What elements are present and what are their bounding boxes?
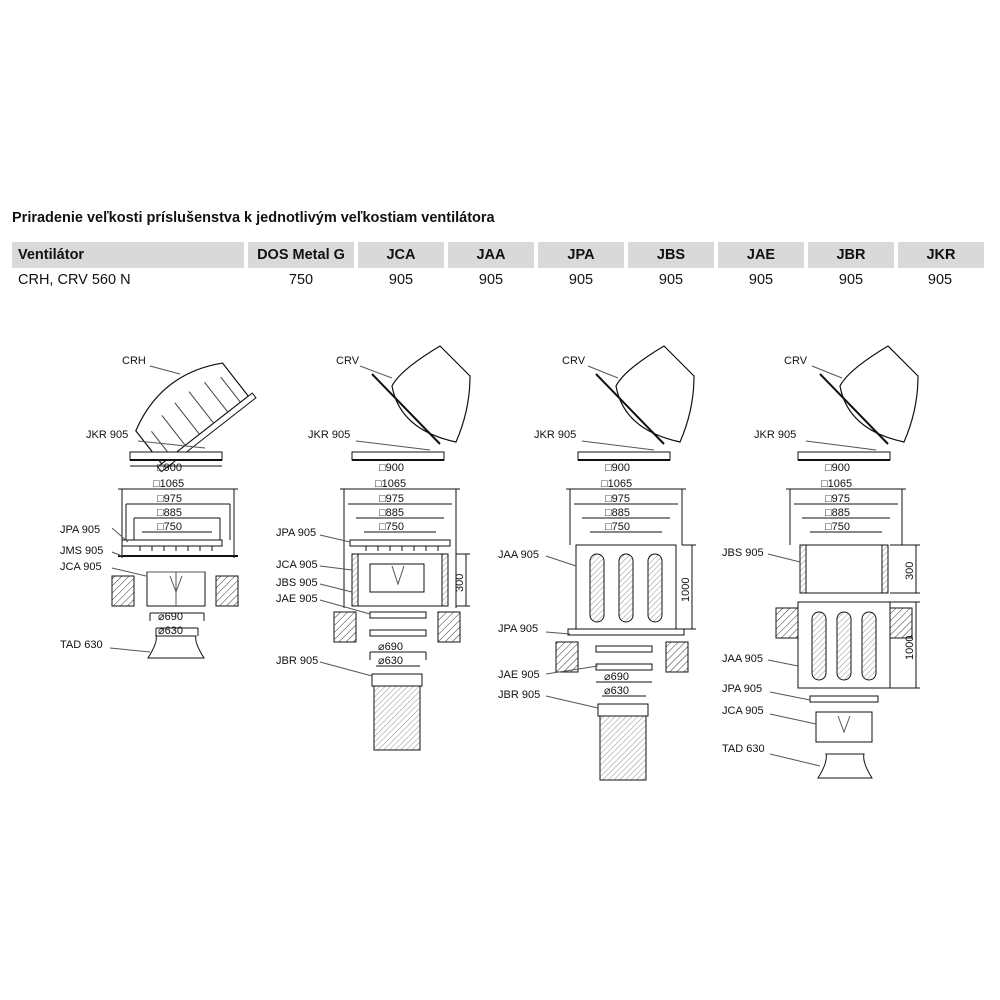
label-jpa: JPA 905 bbox=[60, 524, 101, 536]
label-jaa: JAA 905 bbox=[722, 653, 763, 665]
label-jae: JAE 905 bbox=[498, 669, 540, 681]
dim-300: 300 bbox=[454, 573, 466, 592]
jkr-curb-plate bbox=[578, 452, 670, 460]
crv-fan-illustration bbox=[372, 346, 470, 444]
label-fan-crh: CRH bbox=[122, 355, 146, 367]
column-header-jaa: JAA bbox=[446, 242, 536, 268]
jbr-connector bbox=[372, 674, 422, 686]
table-cell-jkr: 905 bbox=[927, 272, 953, 288]
dim-d630: ⌀630 bbox=[604, 685, 629, 697]
dim-885: □885 bbox=[605, 507, 630, 519]
tad-nozzle bbox=[818, 754, 872, 778]
page-title: Priradenie veľkosti príslušenstva k jednotlivým veľkostiam ventilátora bbox=[12, 210, 495, 226]
jca-damper bbox=[816, 712, 872, 742]
dim-885: □885 bbox=[157, 507, 182, 519]
table-cell-jca: 905 bbox=[388, 272, 414, 288]
roof-section-left bbox=[112, 576, 134, 606]
roof-section-left bbox=[334, 612, 356, 642]
label-jbs: JBS 905 bbox=[722, 547, 764, 559]
label-fan-crv: CRV bbox=[562, 355, 586, 367]
dim-900: □900 bbox=[825, 462, 850, 474]
label-jms: JMS 905 bbox=[60, 545, 104, 557]
jpa-plate bbox=[350, 540, 450, 546]
dim-d690: ⌀690 bbox=[378, 641, 403, 653]
tad-nozzle bbox=[148, 636, 204, 658]
jae-flange bbox=[370, 612, 426, 618]
roof-section-left bbox=[776, 608, 798, 638]
column-header-dos-metal-g: DOS Metal G bbox=[246, 242, 356, 268]
dim-1065: □1065 bbox=[601, 478, 633, 490]
jkr-curb-plate bbox=[798, 452, 890, 460]
label-jaa: JAA 905 bbox=[498, 549, 539, 561]
table-header-row bbox=[12, 242, 984, 268]
duct bbox=[600, 716, 646, 780]
dim-975: □975 bbox=[605, 493, 630, 505]
roof-section-right bbox=[890, 608, 912, 638]
table-cell-fan: CRH, CRV 560 N bbox=[18, 272, 131, 288]
table-row bbox=[12, 268, 984, 292]
label-jbs: JBS 905 bbox=[276, 577, 318, 589]
label-tad: TAD 630 bbox=[722, 743, 765, 755]
column-header-jbr: JBR bbox=[806, 242, 896, 268]
dim-1065: □1065 bbox=[153, 478, 185, 490]
label-jpa: JPA 905 bbox=[498, 623, 539, 635]
column-header-jpa: JPA bbox=[536, 242, 626, 268]
dim-975: □975 bbox=[825, 493, 850, 505]
drawing-crv-assembly-2 bbox=[546, 346, 696, 780]
table-cell-jaa: 905 bbox=[478, 272, 504, 288]
crv-fan-illustration bbox=[596, 346, 694, 444]
column-header-jbs: JBS bbox=[626, 242, 716, 268]
drawing-crv-assembly-3 bbox=[768, 346, 920, 778]
dim-1065: □1065 bbox=[821, 478, 853, 490]
label-jpa: JPA 905 bbox=[276, 527, 317, 539]
jpa-plate bbox=[568, 629, 684, 635]
table-cell-jbr: 905 bbox=[838, 272, 864, 288]
label-jkr: JKR 905 bbox=[308, 429, 351, 441]
dim-1000: 1000 bbox=[680, 577, 692, 602]
dim-900: □900 bbox=[605, 462, 630, 474]
label-jbr: JBR 905 bbox=[498, 689, 541, 701]
label-jca: JCA 905 bbox=[60, 561, 102, 573]
label-fan-crv: CRV bbox=[784, 355, 808, 367]
dim-885: □885 bbox=[379, 507, 404, 519]
column-header-jkr: JKR bbox=[896, 242, 984, 268]
label-fan-crv: CRV bbox=[336, 355, 360, 367]
drawing-crv-assembly-1 bbox=[320, 346, 470, 750]
dim-885: □885 bbox=[825, 507, 850, 519]
label-jkr: JKR 905 bbox=[754, 429, 797, 441]
dim-d690: ⌀690 bbox=[158, 611, 183, 623]
dim-900: □900 bbox=[157, 462, 182, 474]
duct bbox=[374, 686, 420, 750]
column-header-ventilator: Ventilátor bbox=[12, 242, 246, 268]
drawing-crh-assembly bbox=[110, 348, 256, 658]
dim-900: □900 bbox=[379, 462, 404, 474]
column-header-jae: JAE bbox=[716, 242, 806, 268]
label-jbr: JBR 905 bbox=[276, 655, 319, 667]
jkr-curb-plate bbox=[130, 452, 222, 460]
accessory-size-table bbox=[12, 242, 984, 292]
label-jca: JCA 905 bbox=[276, 559, 318, 571]
jae-flange bbox=[596, 646, 652, 652]
table-cell-jpa: 905 bbox=[568, 272, 594, 288]
dim-750: □750 bbox=[379, 521, 404, 533]
roof-section-right bbox=[666, 642, 688, 672]
dim-d690: ⌀690 bbox=[604, 671, 629, 683]
label-jae: JAE 905 bbox=[276, 593, 318, 605]
crv-fan-illustration bbox=[820, 346, 918, 444]
label-jpa: JPA 905 bbox=[722, 683, 763, 695]
dim-1065: □1065 bbox=[375, 478, 407, 490]
dim-d630: ⌀630 bbox=[158, 625, 183, 637]
label-jkr: JKR 905 bbox=[534, 429, 577, 441]
label-jkr: JKR 905 bbox=[86, 429, 129, 441]
dim-975: □975 bbox=[157, 493, 182, 505]
dim-1000: 1000 bbox=[904, 635, 916, 660]
jpa-plate bbox=[122, 540, 222, 546]
accessory-assembly-drawings bbox=[0, 330, 1000, 790]
roof-section-left bbox=[556, 642, 578, 672]
column-header-jca: JCA bbox=[356, 242, 446, 268]
roof-section-right bbox=[438, 612, 460, 642]
dim-750: □750 bbox=[605, 521, 630, 533]
dim-750: □750 bbox=[825, 521, 850, 533]
roof-section-right bbox=[216, 576, 238, 606]
table-cell-jbs: 905 bbox=[658, 272, 684, 288]
jbs-sound-box bbox=[800, 545, 888, 593]
dim-975: □975 bbox=[379, 493, 404, 505]
jpa-plate bbox=[810, 696, 878, 702]
jkr-curb-plate bbox=[352, 452, 444, 460]
label-tad: TAD 630 bbox=[60, 639, 103, 651]
dim-750: □750 bbox=[157, 521, 182, 533]
label-jca: JCA 905 bbox=[722, 705, 764, 717]
dim-300: 300 bbox=[904, 561, 916, 580]
table-cell-dos-metal-g: 750 bbox=[288, 272, 314, 288]
table-cell-jae: 905 bbox=[748, 272, 774, 288]
jbr-connector bbox=[598, 704, 648, 716]
dim-d630: ⌀630 bbox=[378, 655, 403, 667]
jca-damper bbox=[370, 564, 424, 592]
